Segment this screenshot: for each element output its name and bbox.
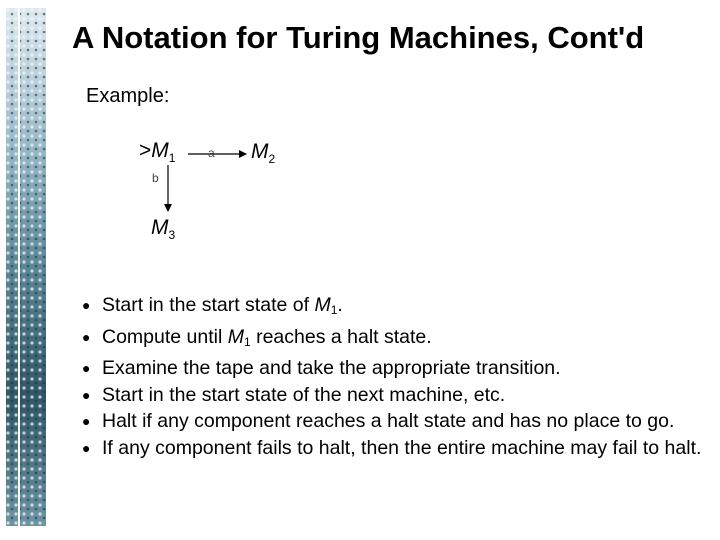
bullet-dot-icon: ●	[82, 386, 91, 403]
bullet-item	[82, 435, 712, 462]
bullet-item	[82, 292, 712, 324]
bullet-item	[82, 324, 712, 356]
slide-title: A Notation for Turing Machines, Cont'd	[72, 20, 645, 55]
bullet-dot-icon: ●	[82, 328, 91, 345]
edge-b-label: b	[152, 171, 159, 185]
bullet-text: Compute until $M_1$ reaches a halt state.	[102, 325, 432, 349]
bullet-dot-icon: ●	[82, 297, 91, 313]
bullet-text: If any component fails to halt, then the entire machine may fail to halt.	[102, 436, 702, 459]
bullet-text: Examine the tape and take the appropriate transition.	[102, 357, 561, 379]
bullet-dot-icon: ●	[82, 413, 91, 429]
bullet-dot-icon: ●	[82, 360, 91, 376]
example-label: Example:	[86, 85, 170, 107]
node-m2: $M_2$	[251, 140, 276, 166]
bullet-dot-icon: ●	[82, 439, 91, 456]
node-m1: $>M_1$	[139, 139, 176, 165]
bullet-text: Start in the start state of $M_1$.	[102, 294, 343, 317]
bullet-item	[82, 408, 712, 435]
node-m3: $M_3$	[151, 216, 176, 242]
bullet-list	[82, 292, 712, 461]
bullet-item	[82, 355, 712, 382]
edge-a-label: a	[208, 146, 215, 160]
bullet-text: Start in the start state of the next machine, etc.	[102, 383, 506, 406]
bullet-text: Halt if any component reaches a halt state and has no place to go.	[102, 410, 675, 432]
bullet-item	[82, 382, 712, 409]
